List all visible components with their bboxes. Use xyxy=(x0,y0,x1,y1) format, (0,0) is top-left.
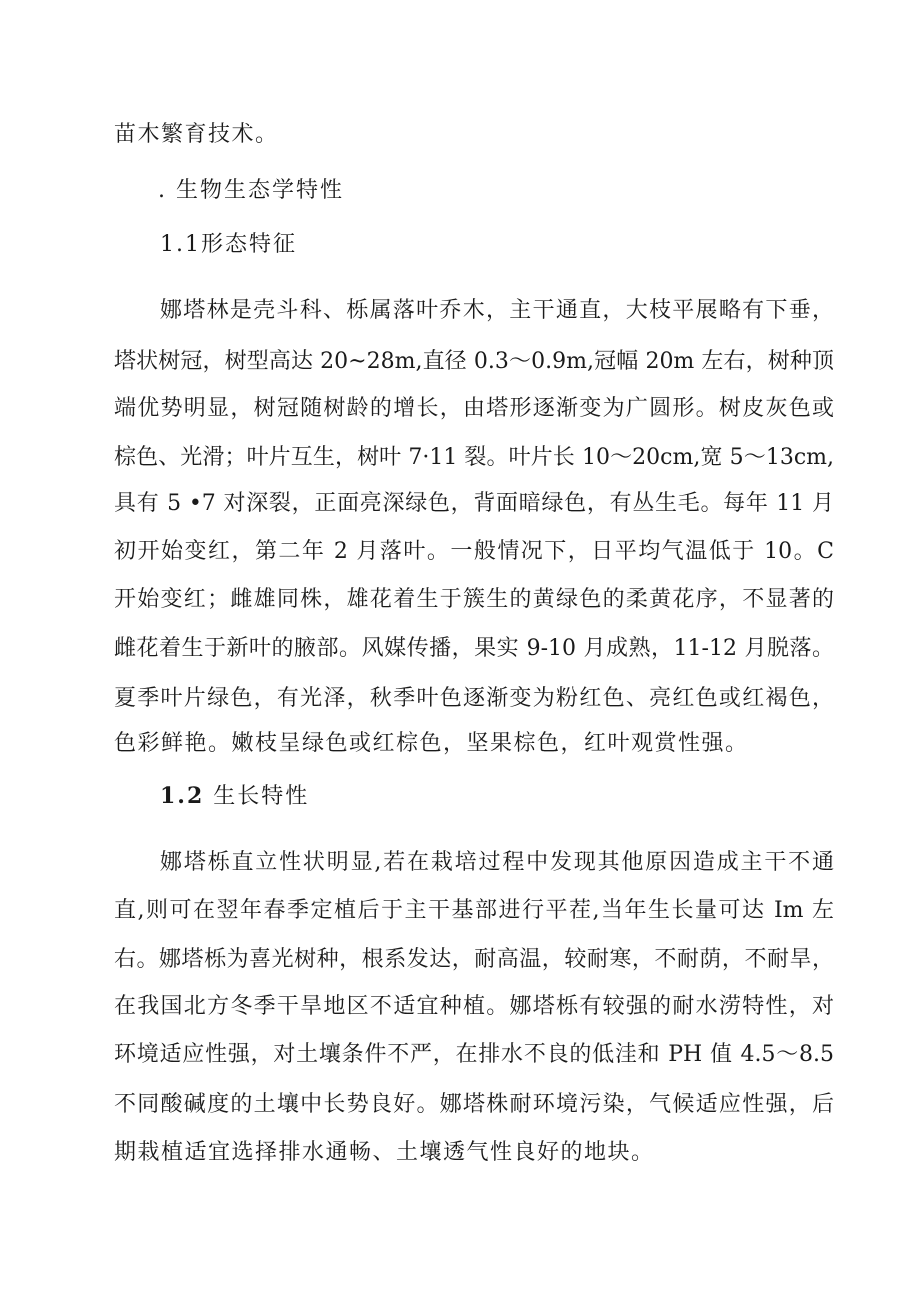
subsection-2-number: 1.2 xyxy=(160,783,205,809)
paragraph-line: 在我国北方冬季干旱地区不适宜种植。娜塔栎有较强的耐水涝特性，对 xyxy=(114,994,834,1019)
intro-tail-text: 苗木繁育技术。 xyxy=(114,122,279,147)
paragraph-line: 娜塔栎直立性状明显,若在栽培过程中发现其他原因造成主干不通 xyxy=(160,850,834,875)
subsection-1-number: 1.1 xyxy=(160,232,201,257)
paragraph-line: 期栽植适宜选择排水通畅、土壤透气性良好的地块。 xyxy=(114,1140,655,1165)
paragraph-line: 右。娜塔栎为喜光树种，根系发达，耐高温，较耐寒，不耐荫，不耐旱， xyxy=(114,947,834,972)
paragraph-line: 色彩鲜艳。嫩枝呈绿色或红棕色，坚果棕色，红叶观赏性强。 xyxy=(114,731,749,756)
subsection-1-title: 形态特征 xyxy=(201,232,298,257)
paragraph-line: 开始变红；雌雄同株，雄花着生于簇生的黄绿色的柔黄花序，不显著的 xyxy=(114,587,834,612)
paragraph-line: 环境适应性强，对土壤条件不严，在排水不良的低洼和 PH 值 4.5～8.5 xyxy=(114,1042,834,1067)
paragraph-line: 雌花着生于新叶的腋部。风媒传播，果实 9-10 月成熟，11-12 月脱落。 xyxy=(114,636,834,661)
paragraph-line: 具有 5 •7 对深裂，正面亮深绿色，背面暗绿色，有丛生毛。每年 11 月 xyxy=(114,491,834,516)
paragraph-line: 塔状树冠，树型高达 20~28m,直径 0.3～0.9m,冠幅 20m 左右，树种顶 xyxy=(114,349,834,374)
paragraph-line: 棕色、光滑；叶片互生，树叶 7·11 裂。叶片长 10～20cm,宽 5～13cm, xyxy=(114,445,834,470)
subsection-2-title: 生长特性 xyxy=(213,784,310,809)
subsection-2-heading xyxy=(160,781,880,812)
paragraph-line: 不同酸碱度的土壤中长势良好。娜塔株耐环境污染，气候适应性强，后 xyxy=(114,1092,834,1117)
paragraph-line: 娜塔林是壳斗科、栎属落叶乔木，主干通直，大枝平展略有下垂， xyxy=(160,298,834,323)
subsection-1-heading xyxy=(160,230,880,260)
paragraph-line: 直,则可在翌年春季定植后于主干基部进行平茬,当年生长量可达 Im 左 xyxy=(114,898,834,923)
paragraph-line: 夏季叶片绿色，有光泽，秋季叶色逐渐变为粉红色、亮红色或红褐色， xyxy=(114,686,834,711)
section-heading: . 生物生态学特性 xyxy=(158,178,344,203)
paragraph-line: 端优势明显，树冠随树龄的增长，由塔形逐渐变为广圆形。树皮灰色或 xyxy=(114,396,834,421)
paragraph-line: 初开始变红，第二年 2 月落叶。一般情况下，日平均气温低于 10。C xyxy=(114,539,834,564)
